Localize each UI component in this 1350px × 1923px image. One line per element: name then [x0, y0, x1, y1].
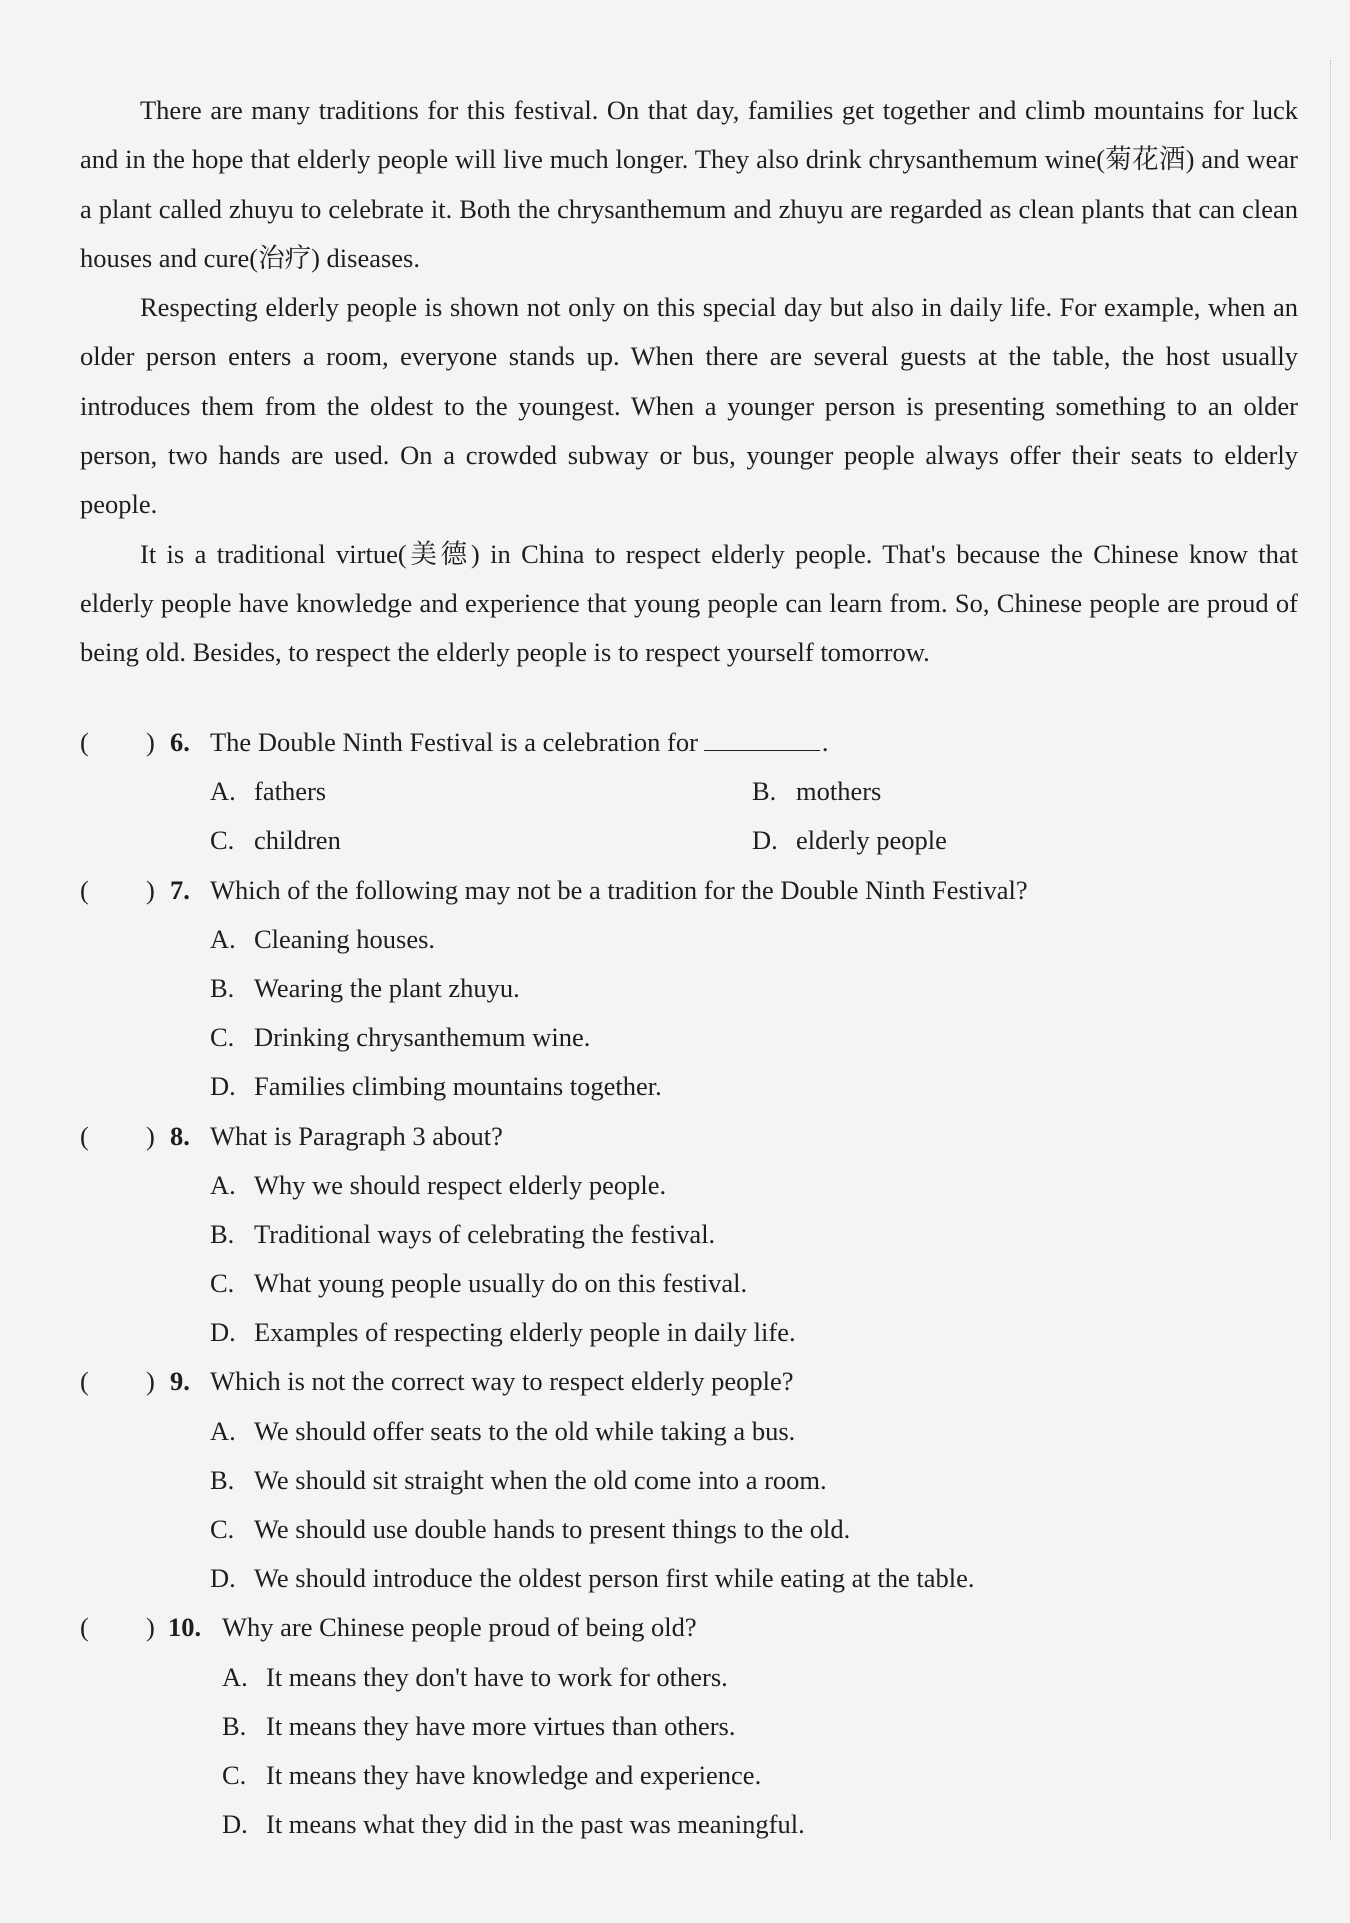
answer-bracket[interactable]: ( )	[80, 874, 155, 905]
option-d: D. Families climbing mountains together.	[210, 1071, 662, 1102]
question-text: What is Paragraph 3 about?	[210, 1120, 503, 1151]
question-text: Which of the following may not be a tradition for the Double Ninth Festival?	[210, 874, 1028, 905]
passage-paragraph: There are many traditions for this festival. On that day, families get together and climb mountains for luck and in the hope that elderly people will live much longer. They also drink chrysanthemum wine(菊花酒) and wear a plant called zhuyu to celebrate it. Both the chrysanthemum and zhuyu are regarded as clean plants that can clean houses and cure(治疗) diseases.	[80, 95, 1298, 273]
question-7	[0, 866, 1300, 1112]
option-c: C. What young people usually do on this festival.	[210, 1268, 748, 1299]
option-b: B. We should sit straight when the old come into a room.	[210, 1464, 827, 1495]
answer-bracket[interactable]: ( )	[80, 1612, 155, 1643]
option-b: B. Traditional ways of celebrating the festival.	[210, 1218, 716, 1249]
option-d: D. We should introduce the oldest person first while eating at the table.	[210, 1563, 975, 1594]
option-c: C. It means they have knowledge and experience.	[222, 1759, 762, 1790]
option-c: C. children	[210, 825, 341, 856]
option-b: B. It means they have more virtues than others.	[222, 1710, 736, 1741]
option-c: C. Drinking chrysanthemum wine.	[210, 1022, 591, 1053]
answer-bracket[interactable]: ( )	[80, 1120, 155, 1151]
question-number: 7.	[170, 874, 190, 905]
answer-bracket[interactable]: ( )	[80, 727, 155, 757]
option-a: A. We should offer seats to the old while taking a bus.	[210, 1415, 796, 1446]
question-8	[0, 1112, 1300, 1358]
option-b: B. mothers	[752, 776, 882, 807]
option-d: D. Examples of respecting elderly people in daily life.	[210, 1317, 796, 1348]
passage-paragraph: Respecting elderly people is shown not only on this special day but also in daily life. For example, when an older person enters a room, everyone stands up. When there are several guests at the table, the host usually introduces them from the oldest to the youngest. When a younger person is presenting something to an older person, two hands are used. On a crowded subway or bus, younger people always offer their seats to elderly people.	[80, 292, 1298, 520]
question-number: 6.	[170, 727, 190, 757]
question-text: Why are Chinese people proud of being old?	[222, 1612, 697, 1643]
question-number: 9.	[170, 1366, 190, 1397]
question-list	[0, 718, 1300, 1849]
answer-blank	[704, 720, 820, 751]
binding-edge-line	[1330, 60, 1331, 1840]
question-text: The Double Ninth Festival is a celebration for .	[210, 718, 829, 767]
question-number: 10.	[168, 1612, 202, 1643]
question-6	[0, 718, 1300, 866]
option-a: A. Why we should respect elderly people.	[210, 1169, 667, 1200]
option-a: A. Cleaning houses.	[210, 923, 436, 954]
option-b: B. Wearing the plant zhuyu.	[210, 972, 520, 1003]
option-a: A. fathers	[210, 776, 327, 807]
question-text: Which is not the correct way to respect elderly people?	[210, 1366, 794, 1397]
option-d: D. elderly people	[752, 825, 947, 856]
question-number: 8.	[170, 1120, 190, 1151]
question-9	[0, 1357, 1300, 1603]
passage-paragraph: It is a traditional virtue(美德) in China to respect elderly people. That's because the Chinese know that elderly people have knowledge and experience that young people can learn from. So, Chinese people are proud of being old. Besides, to respect the elderly people is to respect yourself tomorrow.	[80, 538, 1298, 668]
answer-bracket[interactable]: ( )	[80, 1366, 155, 1397]
option-c: C. We should use double hands to present things to the old.	[210, 1514, 851, 1544]
question-10	[0, 1603, 1300, 1849]
option-d: D. It means what they did in the past was meaningful.	[222, 1809, 805, 1840]
reading-passage	[80, 86, 1298, 678]
option-a: A. It means they don't have to work for others.	[222, 1661, 728, 1692]
